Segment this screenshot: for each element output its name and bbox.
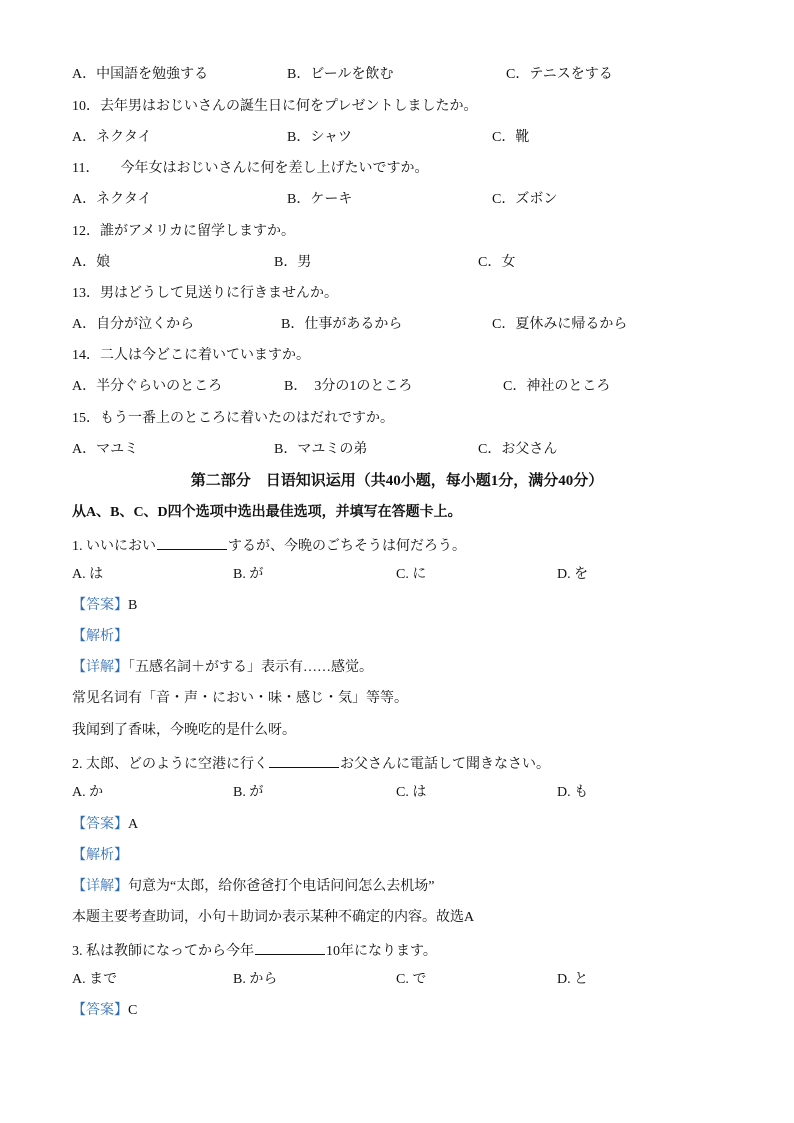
g3-answer-line <box>72 1002 137 1020</box>
q9-option-a: A．中国語を勉強する <box>72 67 209 82</box>
q14-option-b: B． 3分の1のところ <box>284 379 413 394</box>
answer-value: C <box>128 1003 138 1018</box>
analysis-label: 【解析】 <box>72 848 128 863</box>
g1-option-b: B. が <box>233 567 264 582</box>
question-11-stem: 11． 今年女はおじいさんに何を差し上げたいですか。 <box>72 161 429 176</box>
question-stem-after: するが、今晩のごちそうは何だろう。 <box>228 539 466 554</box>
q12-option-a: A．娘 <box>72 255 111 270</box>
g1-answer-line <box>72 597 137 615</box>
g3-option-d: D. と <box>557 972 589 987</box>
g2-note-1: 本题主要考查助词，小句＋助词か表示某种不确定的内容。故选A <box>72 910 475 925</box>
q15-option-c: C．お父さん <box>478 442 558 457</box>
g2-option-b: B. が <box>233 785 264 800</box>
g2-option-a: A. か <box>72 785 104 800</box>
detail-label: 【详解】 <box>72 879 128 894</box>
q9-option-c: C．テニスをする <box>506 67 613 82</box>
question-stem-after: 10年になります。 <box>326 944 437 959</box>
q11-option-a: A．ネクタイ <box>72 192 152 207</box>
question-10-stem: 10．去年男はおじいさんの誕生日に何をプレゼントしましたか。 <box>72 99 478 114</box>
grammar-question-3 <box>72 940 437 961</box>
q12-option-b: B．男 <box>274 255 312 270</box>
q10-option-b: B．シャツ <box>287 130 353 145</box>
q10-option-c: C．靴 <box>492 130 530 145</box>
q13-option-b: B．仕事があるから <box>281 317 403 332</box>
q15-option-b: B．マユミの弟 <box>274 442 368 457</box>
detail-label: 【详解】 <box>72 660 128 675</box>
g1-note-1: 常见名词有「音・声・におい・味・感じ・気」等等。 <box>72 691 408 706</box>
question-stem-before: 2. 太郎、どのように空港に行く <box>72 757 268 772</box>
q11-option-b: B．ケーキ <box>287 192 353 207</box>
analysis-label: 【解析】 <box>72 629 128 644</box>
q13-option-a: A．自分が泣くから <box>72 317 195 332</box>
g2-analysis-line <box>72 847 128 865</box>
question-stem-before: 3. 私は教師になってから今年 <box>72 944 254 959</box>
q14-option-a: A．半分ぐらいのところ <box>72 379 223 394</box>
answer-label: 【答案】 <box>72 1003 128 1018</box>
g3-option-a: A. まで <box>72 972 118 987</box>
g2-option-c: C. は <box>396 785 427 800</box>
question-13-stem: 13．男はどうして見送りに行きませんか。 <box>72 286 338 301</box>
answer-blank <box>269 753 339 768</box>
answer-value: B <box>128 598 138 613</box>
q12-option-c: C．女 <box>478 255 516 270</box>
question-stem-before: 1. いいにおい <box>72 539 156 554</box>
g2-option-d: D. も <box>557 785 589 800</box>
question-stem-after: お父さんに電話して聞きなさい。 <box>340 757 550 772</box>
q11-option-c: C．ズボン <box>492 192 558 207</box>
detail-text: 句意为“太郎，给你爸爸打个电话问问怎么去机场” <box>128 879 435 894</box>
q13-option-c: C．夏休みに帰るから <box>492 317 628 332</box>
g1-option-a: A. は <box>72 567 104 582</box>
question-14-stem: 14．二人は今どこに着いていますか。 <box>72 348 310 363</box>
answer-label: 【答案】 <box>72 817 128 832</box>
g3-option-b: B. から <box>233 972 278 987</box>
q9-option-b: B．ビールを飲む <box>287 67 394 82</box>
answer-label: 【答案】 <box>72 598 128 613</box>
section-2-instruction: 从A、B、C、D四个选项中选出最佳选项，并填写在答题卡上。 <box>72 505 462 520</box>
g1-option-c: C. に <box>396 567 427 582</box>
answer-blank <box>255 940 325 955</box>
g1-detail-line <box>72 659 373 677</box>
answer-value: A <box>128 817 139 832</box>
g1-option-d: D. を <box>557 567 589 582</box>
section-2-heading: 第二部分 日语知识运用（共40小题，每小题1分，满分40分） <box>190 473 604 489</box>
g3-option-c: C. で <box>396 972 427 987</box>
g1-analysis-line <box>72 628 128 646</box>
detail-text: 「五感名詞＋がする」表示有……感觉。 <box>128 660 373 675</box>
g2-answer-line <box>72 816 138 834</box>
q10-option-a: A．ネクタイ <box>72 130 152 145</box>
grammar-question-2 <box>72 753 550 774</box>
g2-detail-line <box>72 878 434 896</box>
q15-option-a: A．マユミ <box>72 442 139 457</box>
g1-note-2: 我闻到了香味，今晚吃的是什么呀。 <box>72 723 296 738</box>
question-15-stem: 15．もう一番上のところに着いたのはだれですか。 <box>72 411 394 426</box>
q14-option-c: C．神社のところ <box>503 379 611 394</box>
question-12-stem: 12．誰がアメリカに留学しますか。 <box>72 224 296 239</box>
grammar-question-1 <box>72 535 466 556</box>
answer-blank <box>157 535 227 550</box>
